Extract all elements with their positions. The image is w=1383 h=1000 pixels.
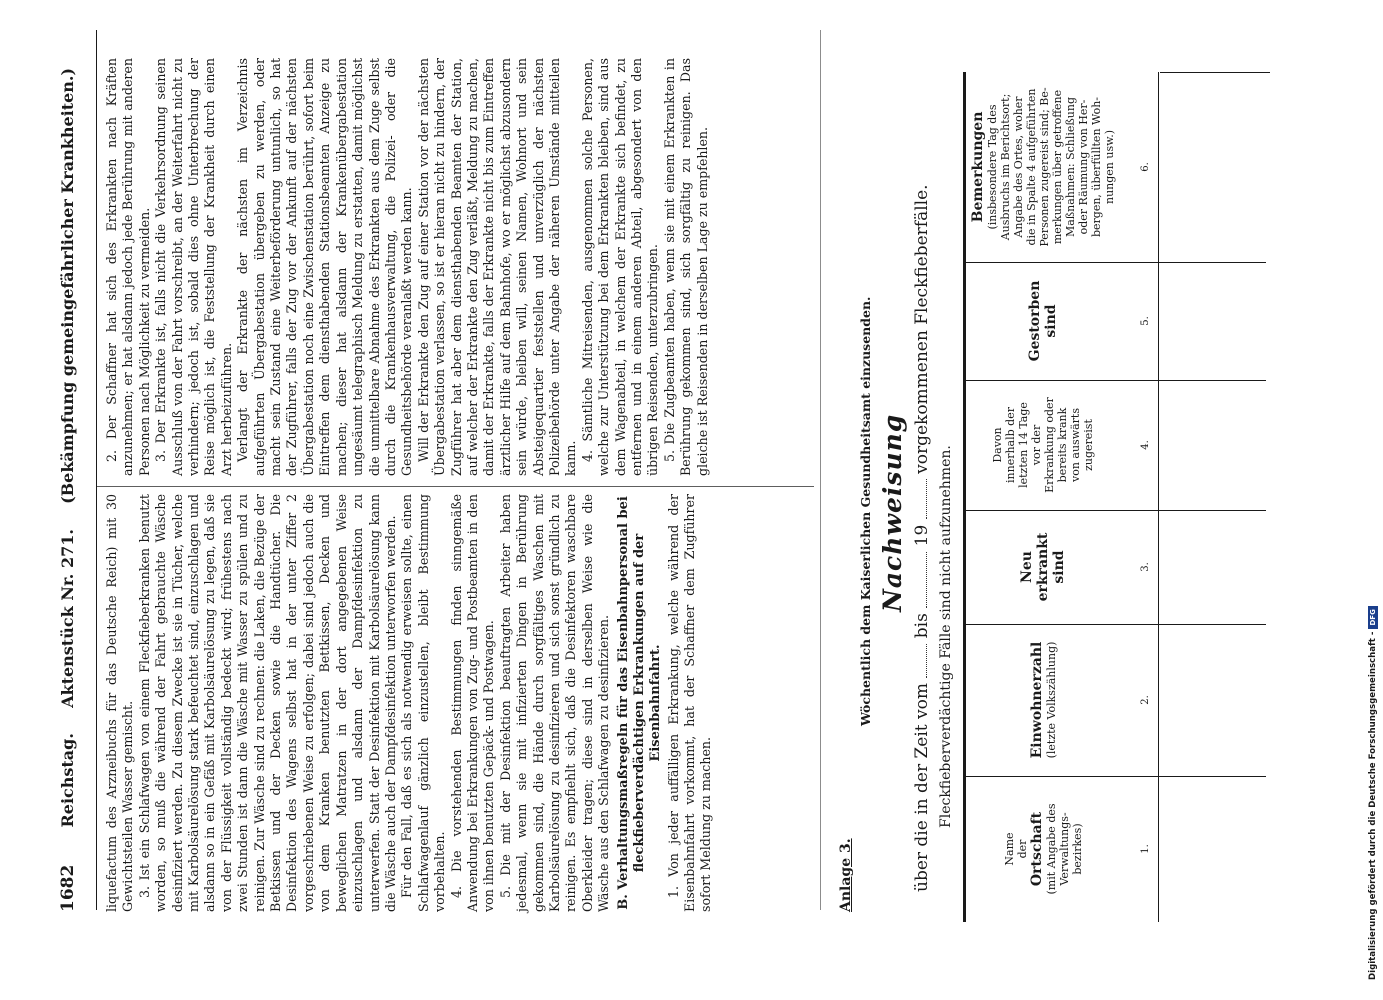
paragraph-left-4: 5. Die mit der Desinfektion beauftragten Arbeiter haben jedesmal, wenn sie mit infizierten Dingen in Berührung gekommen sind, die Hände durch sorgfältiges Waschen mit Karbolsäurelösung zu desinfizieren und sich sonst gründlich zu reinigen. Es empfiehlt sich, daß die Desinfektoren waschbare Oberkleider tragen; diese sind in derselben Weise wie die Wäsche aus den Schlafwagen zu desinfizieren. xyxy=(497,494,612,912)
header-line: (mit Angabe des xyxy=(1044,803,1058,895)
column-number-3: 3. xyxy=(1140,562,1151,572)
paragraph-right-1: 3. Der Erkrankte ist, falls nicht die Verkehrsordnung seinen Ausschluß von der Fahrt vorschreibt, an der Weiterfahrt nicht zu verhindern; jedoch ist, sobald dies ohne Unterbrechung der Reise möglich ist, die Feststellung der Krankheit durch einen Arzt herbeizuführen. xyxy=(153,58,234,476)
period-prefix: über die in der Zeit vom xyxy=(912,683,932,892)
column-number-6: 6. xyxy=(1140,162,1151,172)
header-line: erkrankt xyxy=(1035,532,1051,602)
paragraph-left-1: 3. Ist ein Schlafwagen von einem Fleckfieberkranken benutzt worden, so muß die während der Fahrt gebrauchte Wäsche desinfiziert werden. Zu diesem Zwecke ist sie in Tücher, welche mit Karbolsäurelösung stark befeuchtet sind, einzuschlagen und alsdann so in ein Gefäß mit Karbolsäurelösung zu legen, daß sie von der Flüssigkeit vollständig bedeckt wird; frühestens nach zwei Stunden ist dann die Wäsche mit Wasser zu spülen und zu reinigen. Zur Wäsche sind zu rechnen: die Laken, die Bezüge der Betkissen und der Decken sowie die Handtücher. Die Desinfektion des Wagens selbst hat in der unter Ziffer 2 vorgeschriebenen Weise zu erfolgen; dabei sind jedoch auch die von dem Kranken benutzten Bettkissen, Decken und beweglichen Matratzen in der dort angegebenen Weise einzuschlagen und alsdann der Dampfdesinfektion zu unterwerfen. Statt der Desinfektion mit Karbolsäurelösung kann die Wäsche auch der Dampfdesinfektion unterworfen werden. xyxy=(136,494,398,912)
header-line: Angabe des Ortes, woher xyxy=(1012,96,1025,238)
section-heading-left-5: B. Verhaltungsmaßregeln für das Eisenbahnpersonal bei fleckfieberverdächtigen Erkrankungen auf der Eisenbahnfahrt. xyxy=(615,496,663,910)
column-number-1: 1. xyxy=(1140,844,1151,854)
table-column-rule xyxy=(966,776,1266,777)
paragraph-right-2: Verlangt der Erkrankte der nächsten im Verzeichnis aufgeführten Übergabestation übergeben zu werden, oder macht sein Zustand eine Weiterbeförderung untunlich, so hat der Zugführer, falls der Zug vor der Ankunft auf der nächsten Übergabestation noch eine Zwischenstation berührt, sofort beim Eintreffen dem diensthabenden Stationsbeamten Anzeige zu machen; dieser hat alsdann der Krankenübergabestation ungesäumt telegraphisch Meldung zu erstatten, damit möglichst die unmittelbare Abnahme des Erkrankten aus dem Zuge selbst durch die Krankenhausverwaltung, die Polizei- oder die Gesundheitsbehörde veranlaßt werden kann. xyxy=(235,58,415,476)
header-line: die in Spalte 4 aufgeführten xyxy=(1025,88,1038,246)
table-header-cell-6 xyxy=(968,72,1118,262)
period-suffix: vorgekommenen Fleckfieberfälle. xyxy=(912,184,932,474)
header-line: Erkrankung oder xyxy=(1043,397,1056,493)
digitization-credit xyxy=(1368,606,1378,980)
header-line: zugereist xyxy=(1082,419,1095,471)
page-number: 1682 xyxy=(58,864,78,912)
header-line: Ortschaft xyxy=(1028,811,1045,887)
column-number-5: 5. xyxy=(1140,316,1151,326)
header-line: (insbesondere Tag des xyxy=(986,104,999,230)
paragraph-right-5: 5. Die Zugbeamten haben, wenn sie mit einem Erkrankten in Berührung gekommen sind, sich sorgfältig zu reinigen. Das gleiche ist Reisenden in derselben Lage zu empfehlen. xyxy=(661,58,710,476)
header-line: bezirkes) xyxy=(1070,823,1084,875)
header-line: oder Räumung von Her- xyxy=(1077,99,1090,235)
header-line: Maßnahmen: Schließung xyxy=(1064,97,1077,238)
table-header-cell-5 xyxy=(968,262,1118,380)
header-line: sind xyxy=(1043,304,1059,338)
header-line: bereits krank xyxy=(1056,407,1069,483)
header-aktenstueck: Aktenstück Nr. 271. xyxy=(58,529,77,708)
table-column-rule xyxy=(966,510,1266,511)
period-year: 19 xyxy=(912,524,932,547)
text-column-left xyxy=(104,494,715,912)
table-subline: Fleckfieberverdächtige Fälle sind nicht aufzunehmen. xyxy=(938,445,954,828)
header-line: Verwaltungs- xyxy=(1057,812,1071,886)
table-header-cell-2 xyxy=(968,624,1118,776)
header-line: Ausbruchs im Berichtsort; xyxy=(999,93,1012,241)
column-number-4: 4. xyxy=(1140,440,1151,450)
paragraph-left-6: 1. Von jeder auffälligen Erkrankung, welche während der Eisenbahnfahrt vorkommt, hat der Schaffner dem Zugführer sofort Meldung zu machen. xyxy=(665,494,714,912)
paragraph-left-2: Für den Fall, daß es sich als notwendig erweisen sollte, einen Schlafwagenlauf gänzlich einzustellen, bleibt Bestimmung vorbehalten. xyxy=(399,494,448,912)
header-line: sind xyxy=(1051,550,1067,584)
header-line: Personen zugereist sind; Be- xyxy=(1038,87,1051,247)
text-column-right xyxy=(104,58,711,476)
table-header-rule xyxy=(1158,72,1159,922)
column-divider xyxy=(96,486,814,487)
table-header-cell-3 xyxy=(968,510,1118,624)
paragraph-right-4: 4. Sämtliche Mitreisenden, ausgenommen solche Personen, welche zur Unterstützung bei dem Erkrankten bleiben, sind aus dem Wagenabteil, in welchem der Erkrankte sich befindet, zu entfernen und in einem anderen Abteil, abgesondert von den übrigen Reisenden, unterzubringen. xyxy=(579,58,661,476)
header-line: vor der xyxy=(1030,424,1043,466)
header-rule xyxy=(96,30,97,910)
paragraph-right-3: Will der Erkrankte den Zug auf einer Station vor der nächsten Übergabestation verlassen, so ist er hieran nicht zu hindern, der Zugführer hat aber dem diensthabenden Beamten der Station, auf welcher der Erkrankte den Zug verläßt, Meldung zu machen, damit der Erkrankte, falls der Erkrankte nicht bis zum Eintreffen ärztlicher Hilfe auf dem Bahnhofe, wo er möglichst abzusondern sein würde, bleiben will, seinen Namen, Wohnort und sein Absteigequartier feststellen und unverzüglich der nächsten Polizeibehörde unter Angabe der näheren Umstände mitteilen kann. xyxy=(415,58,579,476)
reporting-period xyxy=(912,184,932,892)
header-line: Einwohnerzahl xyxy=(1028,641,1045,759)
header-line: bergen, überfüllten Woh- xyxy=(1090,96,1103,238)
credit-text: Digitalisierung gefördert durch die Deutsche Forschungsgemeinschaft - xyxy=(1368,631,1378,980)
submission-instruction: Wöchentlich dem Kaiserlichen Gesundheitsamt einzusenden. xyxy=(858,296,873,726)
header-line: Neu xyxy=(1019,551,1035,583)
dfg-logo: DFG xyxy=(1368,606,1378,628)
paragraph-right-0: 2. Der Schaffner hat sich des Erkrankten nach Kräften anzunehmen; er hat alsdann jedoch jede Berührung mit anderen Personen nach Möglichkeit zu vermeiden. xyxy=(104,58,152,476)
table-title: Nachweisung xyxy=(878,413,907,612)
anlage-label: Anlage 3. xyxy=(838,838,854,912)
paragraph-left-0: liquefactum des Arzneibuchs für das Deutsche Reich) mit 30 Gewichtsteilen Wasser gemischt. xyxy=(104,494,136,912)
header-line: merkungen über getroffene xyxy=(1051,89,1064,245)
table-header-cell-4 xyxy=(968,380,1118,510)
section-rule xyxy=(820,30,821,910)
table-stub-rule xyxy=(1160,72,1270,73)
header-line: nungen usw.) xyxy=(1103,130,1116,205)
header-line: innerhalb der xyxy=(1004,407,1017,483)
table-column-rule xyxy=(966,380,1266,381)
column-number-2: 2. xyxy=(1140,695,1151,705)
header-line: letzten 14 Tage xyxy=(1017,402,1030,488)
header-line: von auswärts xyxy=(1069,408,1082,483)
running-header xyxy=(58,62,78,912)
header-line: Davon xyxy=(991,427,1004,463)
table-header-cell-1 xyxy=(968,776,1118,922)
period-bis: bis xyxy=(912,613,932,639)
table-outer-rule-top xyxy=(963,72,966,922)
paragraph-left-3: 4. Die vorstehenden Bestimmungen finden sinngemäße Anwendung bei Erkrankungen von Zug- und Postbeamten in den von ihnen benutzten Gepäck- und Postwagen. xyxy=(448,494,497,912)
header-line: Name xyxy=(1002,832,1016,866)
header-line: der xyxy=(1015,839,1029,859)
table-column-rule xyxy=(966,262,1266,263)
header-line: (letzte Volkszählung) xyxy=(1044,641,1058,759)
header-subject: (Bekämpfung gemeingefährlicher Krankheiten.) xyxy=(58,67,77,504)
table-column-rule xyxy=(966,624,1266,625)
header-reichstag: Reichstag. xyxy=(58,733,77,828)
header-line: Gestorben xyxy=(1027,280,1043,362)
header-line: Bemerkungen xyxy=(970,111,986,223)
